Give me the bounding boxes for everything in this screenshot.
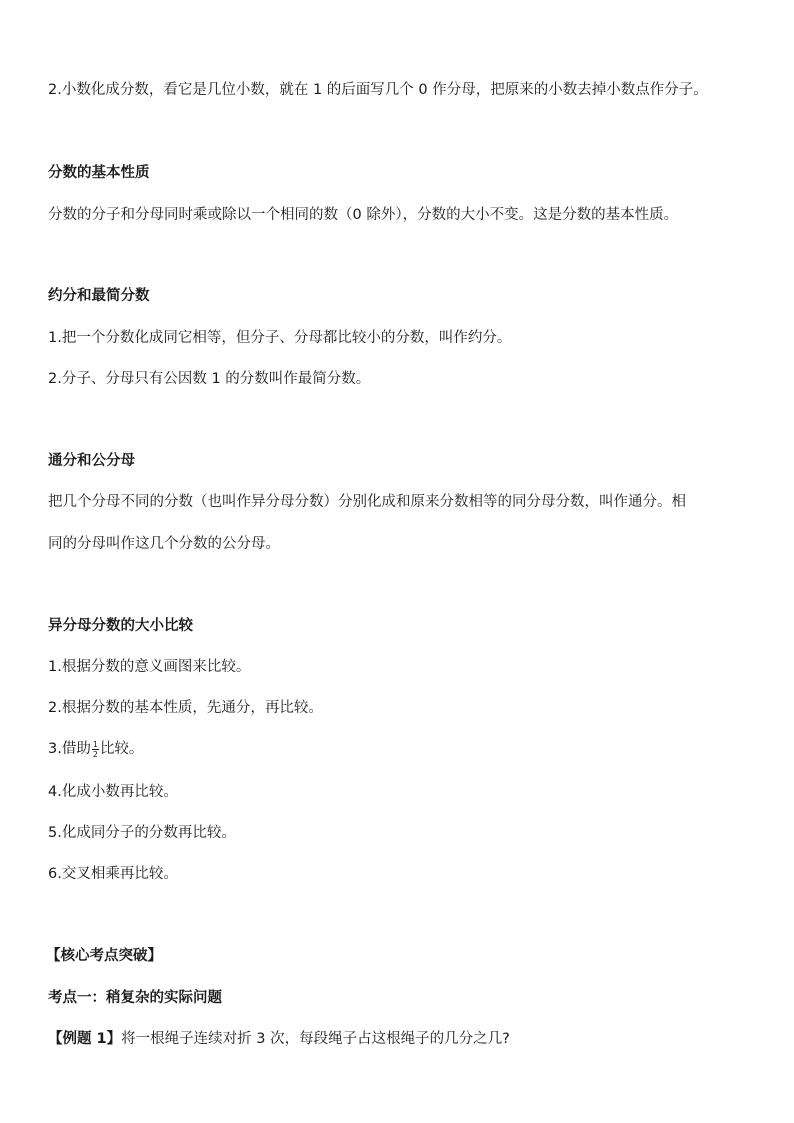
common-denominator-line-1: 把几个分母不同的分数（也叫作异分母分数）分别化成和原来分数相等的同分母分数，叫作通分。相 xyxy=(48,494,686,510)
compare-item-4: 4.化成小数再比较。 xyxy=(48,784,178,800)
compare-item-5: 5.化成同分子的分数再比较。 xyxy=(48,825,236,841)
basic-property-text: 分数的分子和分母同时乘或除以一个相同的数（0 除外），分数的大小不变。这是分数的基本性质。 xyxy=(48,207,679,223)
example-1-text: 将一根绳子连续对折 3 次，每段绳子占这根绳子的几分之几? xyxy=(121,1031,510,1047)
example-1 xyxy=(48,1028,748,1050)
fraction-numerator: 1 xyxy=(92,739,98,749)
heading-basic-property: 分数的基本性质 xyxy=(48,165,150,181)
compare-item-1: 1.根据分数的意义画图来比较。 xyxy=(48,659,251,675)
heading-simplify: 约分和最简分数 xyxy=(48,288,150,304)
simplify-item-1: 1.把一个分数化成同它相等，但分子、分母都比较小的分数，叫作约分。 xyxy=(48,330,512,346)
heading-compare: 异分母分数的大小比较 xyxy=(48,618,193,634)
core-section-title: 【核心考点突破】 xyxy=(46,948,162,964)
compare-item-3 xyxy=(48,738,748,760)
compare-item-6: 6.交叉相乘再比较。 xyxy=(48,866,178,882)
compare-item-3-prefix: 3.借助 xyxy=(48,741,91,757)
core-point-1: 考点一：稍复杂的实际问题 xyxy=(48,990,222,1006)
simplify-item-2: 2.分子、分母只有公因数 1 的分数叫作最简分数。 xyxy=(48,371,371,387)
fraction-denominator: 2 xyxy=(92,749,98,759)
common-denominator-line-2: 同的分母叫作这几个分数的公分母。 xyxy=(48,536,280,552)
compare-item-3-suffix: 比较。 xyxy=(99,741,144,757)
compare-item-2: 2.根据分数的基本性质，先通分，再比较。 xyxy=(48,700,323,716)
intro-paragraph: 2.小数化成分数，看它是几位小数，就在 1 的后面写几个 0 作分母，把原来的小数去掉小数点作分子。 xyxy=(48,82,708,98)
heading-common-denominator: 通分和公分母 xyxy=(48,453,135,469)
fraction-one-half xyxy=(92,740,99,759)
example-1-label: 【例题 1】 xyxy=(48,1031,122,1047)
